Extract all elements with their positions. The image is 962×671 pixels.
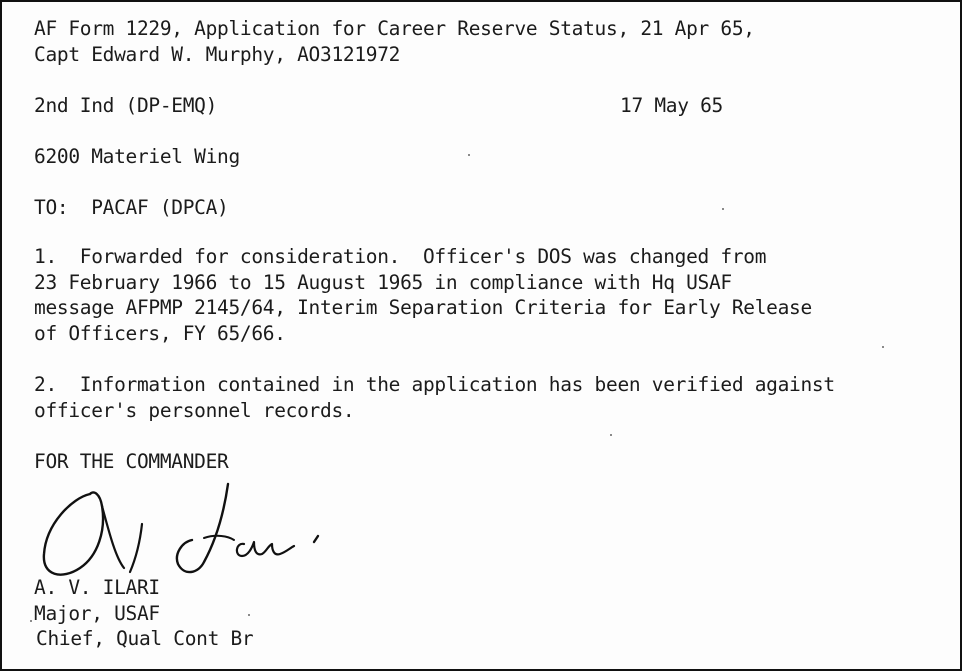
paper-speck <box>468 154 470 156</box>
paragraph-1-line-3: message AFPMP 2145/64, Interim Separation Criteria for Early Release <box>34 296 812 319</box>
indorsement-label: 2nd Ind (DP-EMQ) <box>34 94 218 117</box>
subject-line-2: Capt Edward W. Murphy, AO3121972 <box>34 43 401 66</box>
closing-line: FOR THE COMMANDER <box>34 450 229 473</box>
paper-speck <box>882 346 884 348</box>
subject-line-1: AF Form 1229, Application for Career Reserve Status, 21 Apr 65, <box>34 17 755 40</box>
signer-rank: Major, USAF <box>34 602 160 625</box>
paper-speck <box>248 614 250 616</box>
paragraph-1-line-1: 1. Forwarded for consideration. Officer's DOS was changed from <box>34 245 767 268</box>
paragraph-2-line-2: officer's personnel records. <box>34 399 355 422</box>
paragraph-1-line-4: of Officers, FY 65/66. <box>34 322 286 345</box>
indorsement-date: 17 May 65 <box>620 94 723 117</box>
signer-title: Chief, Qual Cont Br <box>36 627 254 650</box>
from-unit: 6200 Materiel Wing <box>34 145 240 168</box>
paper-speck <box>30 620 32 622</box>
paper-speck <box>722 208 724 210</box>
signer-name: A. V. ILARI <box>34 576 160 599</box>
paper-speck <box>610 434 612 436</box>
paragraph-1-line-2: 23 February 1966 to 15 August 1965 in compliance with Hq USAF <box>34 271 732 294</box>
paragraph-2-line-1: 2. Information contained in the application has been verified against <box>34 373 835 396</box>
to-line: TO: PACAF (DPCA) <box>34 196 229 219</box>
